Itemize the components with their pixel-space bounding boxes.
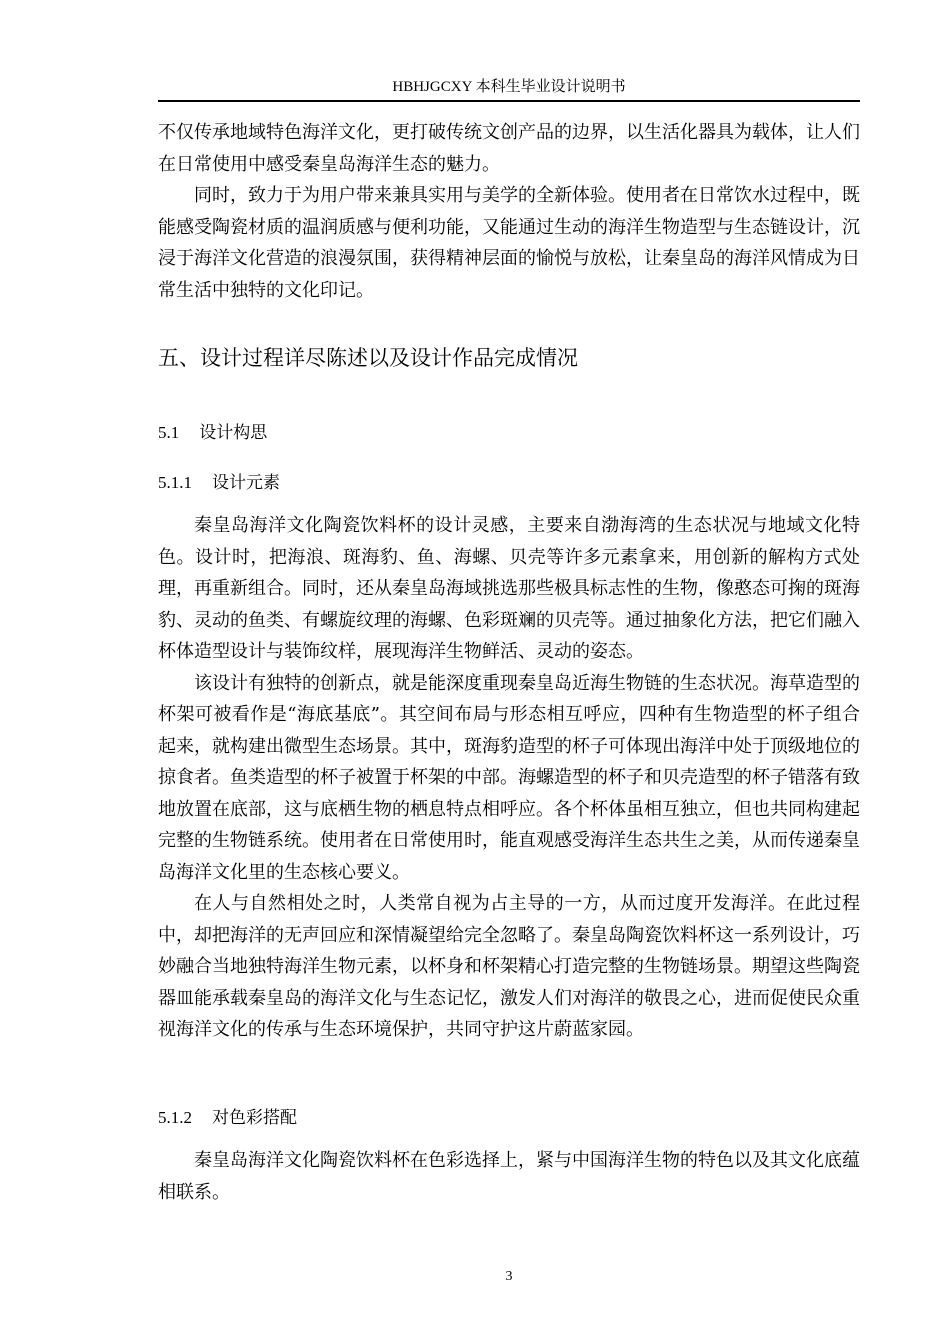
color-paragraph-1: 秦皇岛海洋文化陶瓷饮料杯在色彩选择上，紧与中国海洋生物的特色以及其文化底蕴相联系。 bbox=[158, 1150, 860, 1203]
section-5-1-heading bbox=[158, 420, 860, 446]
page-number: 3 bbox=[505, 1269, 513, 1284]
section-5-1-1-heading bbox=[158, 470, 860, 496]
section-5-1-2-heading bbox=[158, 1105, 860, 1131]
running-header: HBHJGCXY 本科生毕业设计说明书 bbox=[392, 79, 626, 95]
section-5-heading: 五、设计过程详尽陈述以及设计作品完成情况 bbox=[158, 346, 578, 370]
design-elements-paragraph-3: 在人与自然相处之时，人类常自视为占主导的一方，从而过度开发海洋。在此过程中，却把海洋的无声回应和深情凝望给完全忽略了。秦皇岛陶瓷饮料杯这一系列设计，巧妙融合当地独特海洋生物元素，以杯身和杯架精心打造完整的生物链场景。期望这些陶瓷器皿能承载秦皇岛的海洋文化与生态记忆，激发人们对海洋的敬畏之心，进而促使民众重视海洋文化的传承与生态环境保护，共同守护这片蔚蓝家园。 bbox=[158, 893, 860, 1040]
design-elements-paragraph-1: 秦皇岛海洋文化陶瓷饮料杯的设计灵感，主要来自渤海湾的生态状况与地域文化特色。设计时，把海浪、斑海豹、鱼、海螺、贝壳等许多元素拿来，用创新的解构方式处理，再重新组合。同时，还从秦皇岛海域挑选那些极具标志性的生物，像憨态可掬的斑海豹、灵动的鱼类、有螺旋纹理的海螺、色彩斑斓的贝壳等。通过抽象化方法，把它们融入杯体造型设计与装饰纹样，展现海洋生物鲜活、灵动的姿态。 bbox=[158, 515, 860, 662]
section-5-1-1-number: 5.1.1 bbox=[158, 473, 192, 492]
intro-text bbox=[158, 117, 860, 306]
section-5-1-2-number: 5.1.2 bbox=[158, 1108, 192, 1127]
section-5-1-2-body bbox=[158, 1145, 860, 1208]
section-5-1-title: 设计构思 bbox=[199, 423, 268, 443]
header-divider bbox=[158, 100, 860, 102]
section-5-1-1-body bbox=[158, 510, 860, 1046]
design-elements-paragraph-2: 该设计有独特的创新点，就是能深度重现秦皇岛近海生物链的生态状况。海草造型的杯架可被看作是“海底基底”。其空间布局与形态相互呼应，四种有生物造型的杯子组合起来，就构建出微型生态场景。其中，斑海豹造型的杯子可体现出海洋中处于顶级地位的掠食者。鱼类造型的杯子被置于杯架的中部。海螺造型的杯子和贝壳造型的杯子错落有致地放置在底部，这与底栖生物的栖息特点相呼应。各个杯体虽相互独立，但也共同构建起完整的生物链系统。使用者在日常使用时，能直观感受海洋生态共生之美，从而传递秦皇岛海洋文化里的生态核心要义。 bbox=[158, 672, 860, 883]
intro-paragraph-1: 不仅传承地域特色海洋文化，更打破传统文创产品的边界，以生活化器具为载体，让人们在日常使用中感受秦皇岛海洋生态的魅力。 bbox=[158, 122, 860, 175]
intro-paragraph-2: 同时，致力于为用户带来兼具实用与美学的全新体验。使用者在日常饮水过程中，既能感受陶瓷材质的温润质感与便利功能，又能通过生动的海洋生物造型与生态链设计，沉浸于海洋文化营造的浪漫氛围，获得精神层面的愉悦与放松，让秦皇岛的海洋风情成为日常生活中独特的文化印记。 bbox=[158, 185, 860, 301]
section-5-1-2-title: 对色彩搭配 bbox=[212, 1108, 297, 1128]
section-5-1-number: 5.1 bbox=[158, 423, 180, 442]
section-5-1-1-title: 设计元素 bbox=[212, 473, 280, 493]
